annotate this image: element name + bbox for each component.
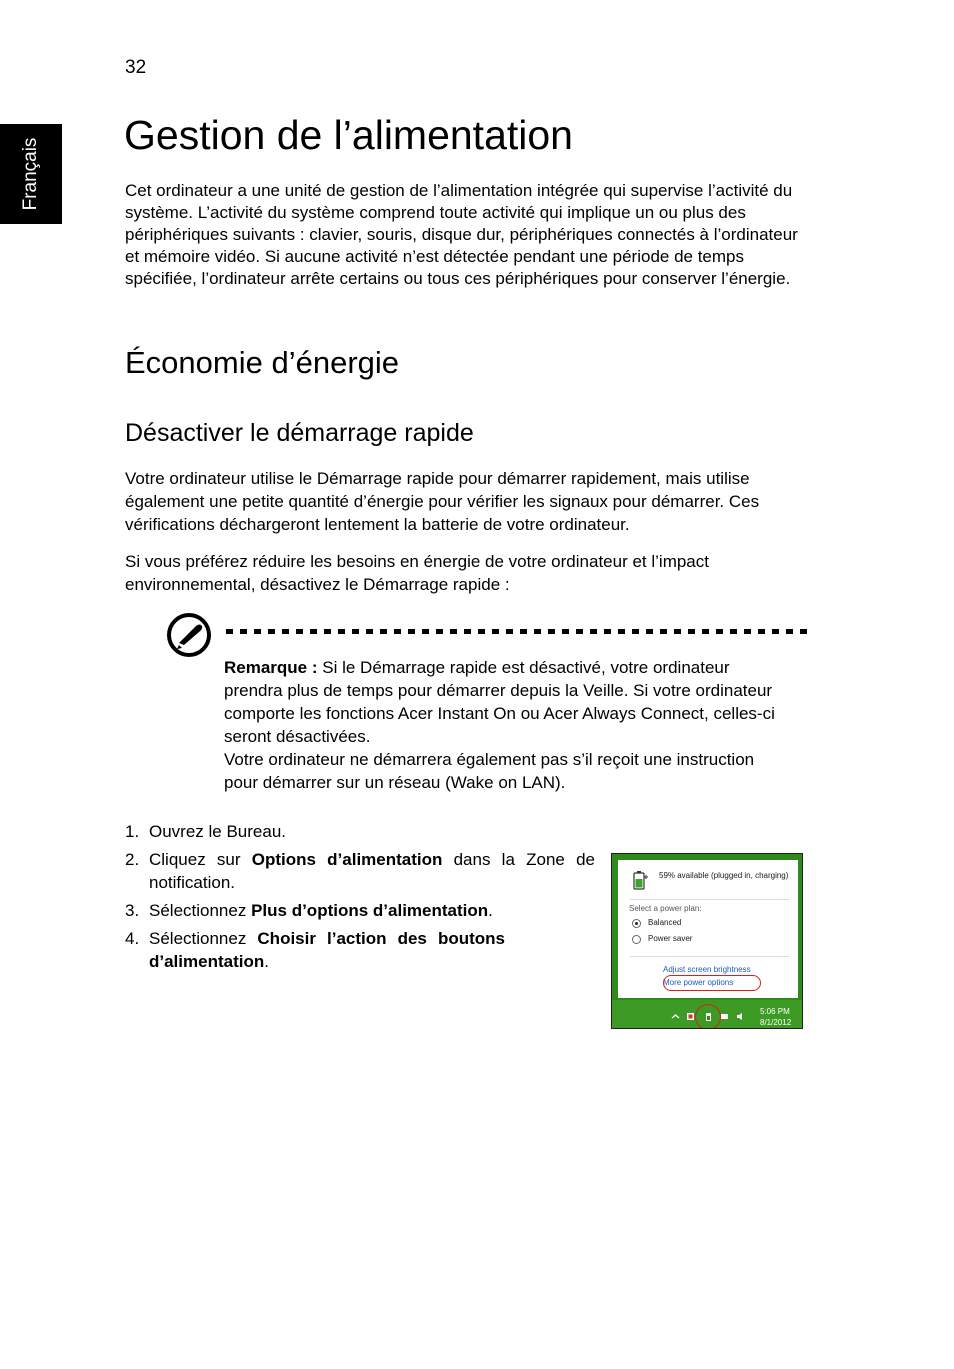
step-text: Cliquez sur (149, 850, 252, 869)
language-tab (0, 124, 62, 224)
adjust-brightness-link[interactable]: Adjust screen brightness (663, 965, 751, 974)
clock-date: 8/1/2012 (760, 1018, 792, 1027)
step-bold: Plus d’options d’alimentation (251, 901, 489, 920)
radio-balanced-label: Balanced (648, 918, 682, 927)
radio-power-saver-label: Power saver (648, 934, 693, 943)
note-text-1: Si le Démarrage rapide est désactivé, votre ordinateur prendra plus de temps pour démarrer depuis la Veille. Si votre ordinateur comporte les fonctions Acer Instant On ou Acer Always Connect, celles-ci seront désactivées. (224, 658, 775, 746)
highlight-circle (695, 1004, 721, 1029)
plan-title: Select a power plan: (629, 904, 702, 913)
note-divider (226, 629, 810, 634)
power-flyout (618, 860, 798, 998)
paragraph-disable: Si vous préférez réduire les besoins en énergie de votre ordinateur et l’impact environnemental, désactivez le Démarrage rapide : (125, 552, 709, 594)
subsection-title: Désactiver le démarrage rapide (125, 419, 474, 447)
step-text-end: . (488, 901, 493, 920)
step-number: 2. (125, 850, 140, 869)
section-title: Économie d’énergie (125, 345, 400, 380)
step-text-end: dans la Zone de notification. (149, 850, 595, 892)
step-number: 3. (125, 901, 140, 920)
radio-power-saver[interactable] (632, 935, 641, 944)
list-item (125, 899, 595, 922)
step-bold: Choisir l’action des boutons d’alimentation (149, 929, 505, 971)
list-item (125, 927, 595, 973)
more-power-options-link[interactable]: More power options (663, 978, 734, 987)
power-options-screenshot (611, 853, 803, 1029)
speaker-icon[interactable] (736, 1012, 745, 1021)
radio-balanced[interactable] (632, 919, 641, 928)
note-text-2: Votre ordinateur ne démarrera également pas s’il reçoit une instruction pour démarrer sur un réseau (Wake on LAN). (224, 750, 755, 792)
step-text: Ouvrez le Bureau. (149, 822, 287, 841)
page-title: Gestion de l’alimentation (124, 112, 573, 158)
step-number: 4. (125, 929, 140, 948)
note-block (224, 656, 784, 794)
step-number: 1. (125, 822, 140, 841)
intro-paragraph: Cet ordinateur a une unité de gestion de l’alimentation intégrée qui supervise l’activité du système. L’activité du système comprend toute activité qui implique un ou plus des périphériques suivants : clavier, souris, disque dur, périphériques connectés à l’ordinateur et mémoire vidéo. Si aucune activité n’est détectée pendant une période de temps spécifiée, l’ordinateur arrête certains ou tous ces périphériques pour conserver l’énergie. (125, 181, 798, 288)
battery-plug-icon (631, 869, 649, 891)
clock[interactable] (760, 1006, 791, 1028)
step-text-end: . (264, 952, 269, 971)
paragraph-fast-startup: Votre ordinateur utilise le Démarrage rapide pour démarrer rapidement, mais utilise également une petite quantité d’énergie pour vérifier les signaux pour démarrer. Ces vérifications déchargeront lentement la batterie de votre ordinateur. (125, 469, 760, 534)
network-icon[interactable] (720, 1012, 729, 1021)
note-label: Remarque : (224, 658, 318, 677)
step-text: Sélectionnez (149, 901, 252, 920)
list-item (125, 820, 595, 843)
list-item (125, 848, 595, 894)
step-text: Sélectionnez (149, 929, 258, 948)
divider (630, 956, 790, 957)
divider (630, 899, 790, 900)
clock-time: 5:06 PM (760, 1007, 790, 1016)
flag-icon[interactable] (686, 1012, 695, 1021)
chevron-up-icon[interactable] (671, 1012, 680, 1021)
page-number: 32 (125, 57, 147, 78)
highlight-oval (663, 975, 761, 991)
note-icon (166, 612, 212, 658)
language-tab-label: Français (20, 137, 41, 211)
step-bold: Options d’alimentation (251, 850, 443, 869)
steps-list (125, 820, 595, 978)
battery-status: 59% available (plugged in, charging) (659, 871, 789, 880)
